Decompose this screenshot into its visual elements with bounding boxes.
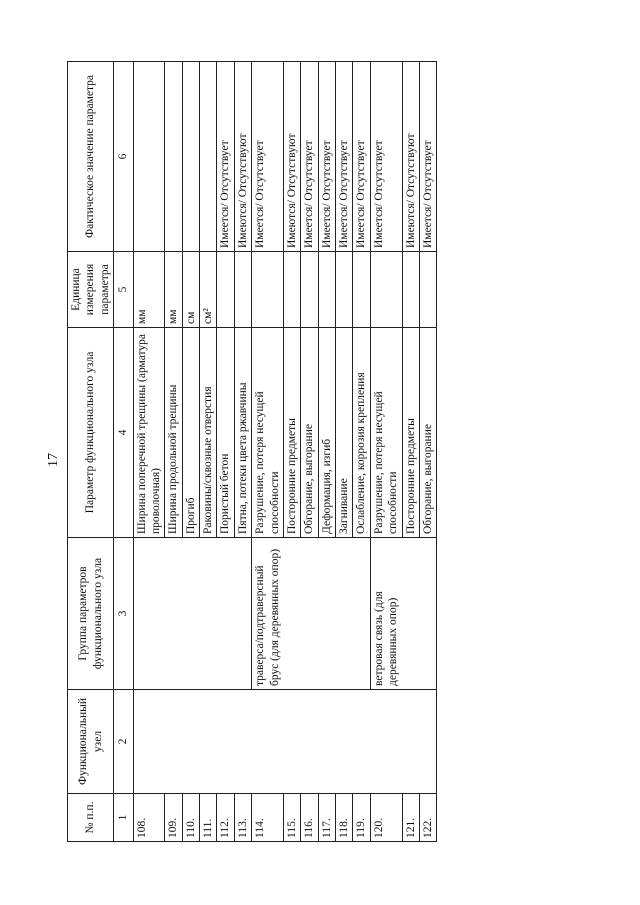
param-cell: Прогиб (182, 328, 199, 538)
unit-cell (283, 252, 300, 328)
row-number: 115. (283, 794, 300, 842)
unit-cell (318, 252, 335, 328)
row-number: 118. (336, 794, 353, 842)
index-cell: 1 (114, 794, 133, 842)
index-cell: 5 (114, 252, 133, 328)
value-cell: Имеется/ Отсутствует (336, 62, 353, 252)
value-cell (182, 62, 199, 252)
unit-cell: см² (200, 252, 217, 328)
unit-cell (301, 252, 318, 328)
unit-cell (252, 252, 284, 328)
unit-cell (336, 252, 353, 328)
unit-cell (370, 252, 402, 328)
header-row (68, 62, 114, 842)
table-row (133, 62, 165, 842)
header-cell: № п.п. (68, 794, 114, 842)
row-number: 120. (370, 794, 402, 842)
row-number: 122. (419, 794, 436, 842)
param-cell: Ширина поперечной трещины (арматура проволочная) (133, 328, 165, 538)
param-cell: Разрушение, потеря несущей способности (370, 328, 402, 538)
functional-node-cell (133, 690, 437, 794)
row-number: 109. (165, 794, 182, 842)
row-number: 114. (252, 794, 284, 842)
value-cell (200, 62, 217, 252)
row-number: 110. (182, 794, 199, 842)
param-cell: Пористый бетон (217, 328, 234, 538)
param-cell: Ослабление, коррозия крепления (353, 328, 370, 538)
row-number: 108. (133, 794, 165, 842)
index-cell: 4 (114, 328, 133, 538)
value-cell: Имеется/ Отсутствует (419, 62, 436, 252)
value-cell: Имеется/ Отсутствует (318, 62, 335, 252)
param-cell: Разрушение, потеря несущей способности (252, 328, 284, 538)
value-cell: Имеется/ Отсутствует (252, 62, 284, 252)
group-cell: ветровая связь (для деревянных опор) (370, 538, 437, 690)
group-cell: траверса/подтраверсный брус (для деревянных опор) (252, 538, 371, 690)
value-cell (133, 62, 165, 252)
value-cell: Имеются/ Отсутствуют (283, 62, 300, 252)
value-cell: Имеются/ Отсутствуют (402, 62, 419, 252)
row-number: 121. (402, 794, 419, 842)
row-number: 116. (301, 794, 318, 842)
unit-cell (234, 252, 251, 328)
rotated-table-container (67, 62, 577, 842)
value-cell (165, 62, 182, 252)
unit-cell: см (182, 252, 199, 328)
param-cell: Обгорание, выгорание (419, 328, 436, 538)
value-cell: Имеется/ Отсутствует (217, 62, 234, 252)
row-number: 112. (217, 794, 234, 842)
index-cell: 2 (114, 690, 133, 794)
parameters-table (67, 61, 437, 842)
unit-cell (217, 252, 234, 328)
page-number: 17 (46, 453, 61, 467)
header-cell: Фактическое значение параметра (68, 62, 114, 252)
index-cell: 6 (114, 62, 133, 252)
header-cell: Функциональный узел (68, 690, 114, 794)
param-cell: Посторонние предметы (283, 328, 300, 538)
value-cell: Имеются/ Отсутствуют (234, 62, 251, 252)
value-cell: Имеется/ Отсутствует (370, 62, 402, 252)
index-cell: 3 (114, 538, 133, 690)
unit-cell (353, 252, 370, 328)
row-number: 113. (234, 794, 251, 842)
unit-cell (402, 252, 419, 328)
group-cell-empty (133, 538, 252, 690)
header-cell: Единица измерения параметра (68, 252, 114, 328)
param-cell: Пятна, потеки цвета ржавчины (234, 328, 251, 538)
param-cell: Раковины/сквозные отверстия (200, 328, 217, 538)
header-cell: Параметр функционального узла (68, 328, 114, 538)
unit-cell: мм (165, 252, 182, 328)
param-cell: Ширина продольной трещины (165, 328, 182, 538)
row-number: 119. (353, 794, 370, 842)
unit-cell: мм (133, 252, 165, 328)
param-cell: Обгорание, выгорание (301, 328, 318, 538)
param-cell: Деформация, изгиб (318, 328, 335, 538)
column-index-row (114, 62, 133, 842)
header-cell: Группа параметров функционального узла (68, 538, 114, 690)
param-cell: Посторонние предметы (402, 328, 419, 538)
row-number: 111. (200, 794, 217, 842)
unit-cell (419, 252, 436, 328)
value-cell: Имеется/ Отсутствует (301, 62, 318, 252)
row-number: 117. (318, 794, 335, 842)
value-cell: Имеется/ Отсутствует (353, 62, 370, 252)
param-cell: Загнивание (336, 328, 353, 538)
